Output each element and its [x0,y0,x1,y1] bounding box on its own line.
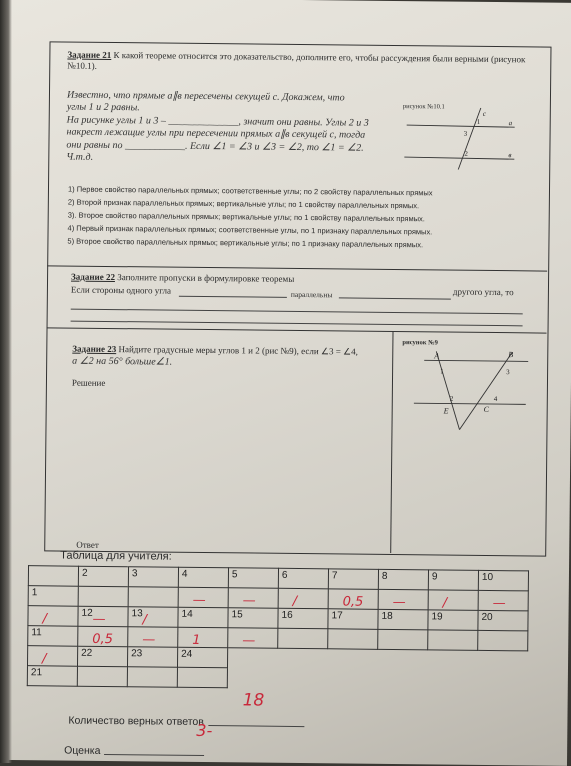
teacher-table-cell [327,649,377,670]
figure-9-point-b: B [508,350,514,360]
teacher-table-cell-number: 24 [181,648,193,660]
teacher-table-cell [78,566,128,587]
task21-line-3: На рисунке углы 1 и 3 – ______________, значит они равны. Углы 2 и 3 [66,114,369,129]
teacher-table-cell-number: 16 [281,609,293,621]
teacher-table-cell [277,668,327,689]
teacher-table-cell [227,648,277,669]
teacher-table-cell [377,649,427,670]
figure-10-1-angle-2: 2 [464,149,468,158]
figure-9-point-c: C [483,404,490,414]
teacher-table-cell [328,589,378,610]
teacher-table-cell-number: 5 [231,569,238,581]
teacher-table-cell [27,666,77,687]
teacher-table-cell-number: 11 [31,627,42,639]
figure-10-1-angle-3: 3 [463,129,468,138]
teacher-table-cell [178,627,228,648]
teacher-table-cell-mark: / [142,612,147,628]
figure-10-1-letter-a: a [508,119,513,128]
task21-instruction: К какой теореме относится это доказательство, дополните его, чтобы рассуждения были верными (рисунок [113,50,526,65]
figure-10-1-label: рисунок №10.1 [402,103,445,111]
teacher-table-cell-mark: — [392,594,406,611]
teacher-table-cell [327,669,377,690]
correct-answers-line[interactable] [208,725,304,727]
teacher-table-cell-number: 2 [81,567,88,579]
teacher-table-cell [77,646,127,667]
teacher-table-cell [428,610,478,631]
task23-answer-label: Ответ [76,539,99,550]
teacher-table-cell [378,609,428,630]
teacher-table-cell [178,587,228,608]
teacher-table-cell-number: 22 [81,647,93,659]
task22-instruction: Заполните пропуски в формулировке теоремы [117,272,295,284]
task21-instruction-cont: №10.1). [67,60,97,71]
teacher-table-cell [28,586,78,607]
figure-9-angle-4: 4 [493,395,498,404]
teacher-table-cell [228,608,278,629]
figure-9-point-e: E [443,406,449,416]
teacher-table-cell [127,647,177,668]
teacher-table-cell-number: 9 [431,571,438,583]
teacher-table-cell [428,590,478,611]
figure-9-angle-2: 2 [449,394,454,403]
teacher-table-cell-number: 1 [31,587,38,599]
teacher-table-cell-number: 3 [131,568,138,580]
teacher-table-cell [328,629,378,650]
teacher-table-cell [177,667,227,688]
teacher-table-cell [477,650,527,671]
photo-edge-shadow [0,0,12,763]
teacher-table-cell [378,629,428,650]
grade-line[interactable] [104,754,204,756]
teacher-table-cell [428,570,478,591]
teacher-table-cell-mark: / [42,611,47,627]
task21-option-1: 1) Первое свойство параллельных прямых; соответственные углы; по 2 свойству параллельных прямых [67,184,433,198]
teacher-table-cell [128,627,178,648]
teacher-table-cell-mark: — [242,633,256,649]
task23-line-2: а ∠2 на 56° больше∠1. [72,355,173,368]
figure-9-label: рисунок №9 [402,339,438,347]
teacher-table-cell [28,566,78,587]
teacher-table-cell [178,607,228,628]
teacher-table-cell [278,568,328,589]
teacher-table-cell-mark: 0,5 [342,594,364,610]
teacher-table-cell-number: 10 [481,571,494,584]
figure-10-1-letter-b: в [508,151,512,160]
teacher-table-row [27,666,527,691]
task22-line-start: Если стороны одного угла [70,284,172,296]
teacher-table-cell-number: 23 [131,648,143,660]
teacher-table-cell [127,667,177,688]
teacher-table-cell-mark: 1 [192,632,201,648]
teacher-table [27,565,529,691]
teacher-table-cell-mark: — [92,611,106,627]
task23-solution-label: Решение [71,377,106,388]
teacher-table-cell [128,607,178,628]
teacher-table-cell [278,628,328,649]
figure-9-angle-3: 3 [506,368,510,377]
teacher-table-cell [178,567,228,588]
task21-option-5: 5) Второе свойство параллельных прямых; вертикальные углы; по 1 признаку параллельных прямых. [67,236,424,250]
teacher-table-cell-mark: 0,5 [92,631,114,648]
teacher-table-cell-mark: — [192,592,206,609]
teacher-table-cell-mark: / [292,593,298,609]
teacher-table-cell [377,669,427,690]
teacher-table-cell-number: 14 [181,608,193,620]
teacher-table-cell-number: 13 [131,608,143,620]
teacher-table-cell-number: 18 [381,610,393,622]
teacher-table-cell [28,626,78,647]
teacher-table-cell-number: 17 [331,610,343,622]
teacher-table-cell [277,648,327,669]
task23-title: Задание 23 [72,343,117,355]
teacher-table-cell [78,606,128,627]
teacher-table-cell-mark: — [142,632,156,648]
teacher-table-cell [128,587,178,608]
teacher-table-cell-number: 20 [481,611,493,624]
teacher-table-cell-mark: / [41,651,47,667]
task21-line-5: они равны по ____________. Если ∠1 = ∠3 и ∠3 = ∠2, то ∠1 = ∠2. [66,139,364,154]
task22-heading [71,272,294,285]
teacher-table-cell [28,606,78,627]
task21-option-3: 3). Второе свойство параллельных прямых; вертикальные углы; по 1 свойству параллельных прямых. [67,210,425,224]
teacher-table-cell [378,569,428,590]
teacher-table-cell [328,609,378,630]
teacher-table-cell [228,568,278,589]
teacher-table-cell [77,666,127,687]
teacher-table-cell-number: 12 [81,607,93,619]
teacher-table-cell [427,650,477,671]
teacher-table-cell [328,569,378,590]
teacher-table-cell [428,630,478,651]
teacher-table-cell-mark: — [492,596,506,612]
task21-line-6: Ч.т.д. [66,151,94,163]
teacher-table-cell-number: 7 [331,570,338,582]
task22-title: Задание 22 [71,271,116,283]
teacher-table-cell-mark: — [242,593,256,609]
teacher-table-cell [78,586,128,607]
task22-line-end: другого угла, то [452,286,514,298]
teacher-table-cell [177,647,227,668]
figure-9 [413,347,534,436]
teacher-table-cell-number: 8 [381,570,388,582]
teacher-table-cell [427,670,477,691]
teacher-table-cell [228,628,278,649]
teacher-table-title: Таблица для учителя: [60,549,172,563]
task21-line-1: Известно, что прямые a∥в пересечены секущей с. Докажем, что [66,89,345,104]
teacher-table-cell [378,589,428,610]
teacher-table-cell [278,608,328,629]
teacher-table-cell [478,570,528,591]
figure-10-1 [402,107,519,170]
task21-title: Задание 21 [67,49,112,61]
task21-line-2: углы 1 и 2 равны. [66,101,140,114]
teacher-table-cell [78,626,128,647]
teacher-table-cell-number: 15 [231,609,243,621]
teacher-table-cell [227,668,277,689]
figure-10-1-letter-c: c [482,109,486,118]
grade-label: Оценка [64,744,101,757]
correct-answers-label: Количество верных ответов [68,714,204,729]
teacher-table-cell-number: 6 [281,569,288,581]
figure-9-angle-1: 1 [440,367,444,376]
teacher-table-cell-mark: / [442,595,448,611]
teacher-table-cell [27,646,77,667]
correct-answers-value: 18 [242,690,265,711]
task21-option-4: 4) Первый признак параллельных прямых; соответственные углы, по 1 признаку параллельных прямых. [67,223,433,237]
teacher-table-cell [477,670,527,691]
task22-line-mid: параллельны [290,289,333,300]
teacher-table-cell [228,588,278,609]
teacher-table-cell [478,630,528,651]
teacher-table-cell [478,610,528,631]
teacher-table-cell-number: 21 [30,667,43,679]
figure-10-1-angle-1: 1 [476,117,481,126]
teacher-table-cell [128,567,178,588]
task21-option-2: 2) Второй признак параллельных прямых; вертикальные углы; по 1 свойству параллельных прямых. [67,197,420,211]
teacher-table-cell [278,588,328,609]
teacher-table-cell [478,590,528,611]
task21-line-4: накрест лежащие углы при пересечении прямых a∥в секущей с, тогда [66,126,366,141]
figure-9-point-a: A [434,351,440,361]
grade-value: 3- [196,720,213,741]
task23-instruction: Найдите градусные меры углов 1 и 2 (рис №9), если ∠3 = ∠4, [118,344,358,357]
teacher-table-cell-number: 19 [431,611,443,623]
teacher-table-cell-number: 4 [181,568,188,580]
